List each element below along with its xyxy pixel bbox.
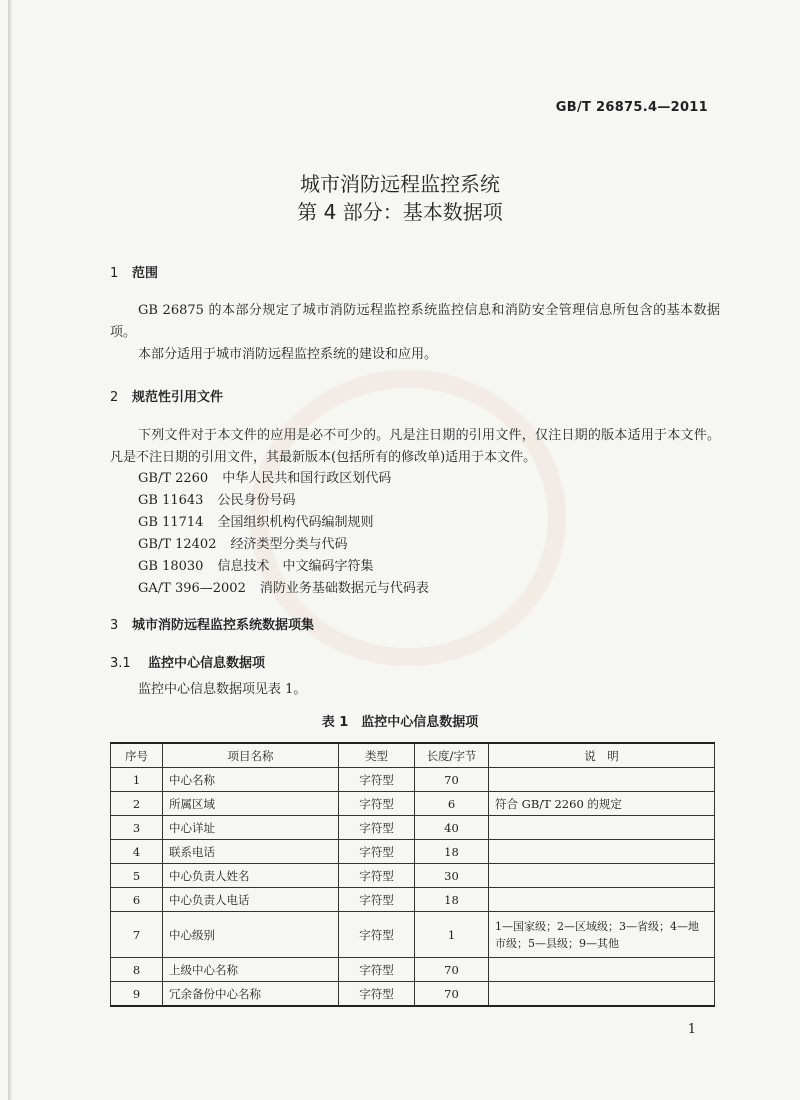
- reference-code: GB/T 2260: [138, 471, 209, 486]
- reference-item: [138, 513, 373, 533]
- header-cell: 序号: [111, 743, 163, 768]
- table-cell: 9: [111, 982, 163, 1007]
- section-number: 1: [110, 266, 119, 281]
- table-cell: 6: [415, 792, 489, 816]
- table-row: [111, 982, 715, 1007]
- section-3-1-heading: [110, 652, 265, 671]
- table-cell: 70: [415, 958, 489, 982]
- table-cell: 6: [111, 888, 163, 912]
- table-cell: 字符型: [339, 768, 415, 792]
- table-cell: 字符型: [339, 864, 415, 888]
- reference-title: 中华人民共和国行政区划代码: [222, 471, 392, 486]
- reference-item: [138, 535, 348, 555]
- section-3-1-paragraph: 监控中心信息数据项见表 1。: [138, 682, 307, 697]
- section-number: 3.1: [110, 656, 131, 671]
- table-cell: 5: [111, 864, 163, 888]
- table-cell: 40: [415, 816, 489, 840]
- reference-code: GB 11643: [138, 493, 204, 508]
- section-3-heading: [110, 614, 314, 633]
- table-cell: 18: [415, 840, 489, 864]
- table-cell: 字符型: [339, 982, 415, 1007]
- reference-code: GB/T 12402: [138, 537, 217, 552]
- page-binding-edge: [8, 0, 12, 1100]
- header-cell: 长度/字节: [415, 743, 489, 768]
- table-cell: [489, 982, 715, 1007]
- table-row: [111, 912, 715, 958]
- reference-code: GA/T 396—2002: [138, 581, 246, 596]
- table-cell: 字符型: [339, 816, 415, 840]
- table-row: [111, 840, 715, 864]
- data-items-table: [110, 742, 715, 1007]
- reference-title: 公民身份号码: [217, 493, 296, 508]
- header-cell: 类型: [339, 743, 415, 768]
- table-cell: [489, 768, 715, 792]
- table-cell: [489, 888, 715, 912]
- table-cell: 1: [415, 912, 489, 958]
- table-cell: 70: [415, 982, 489, 1007]
- table-cell: 字符型: [339, 912, 415, 958]
- reference-item: [138, 469, 391, 489]
- section-1-heading: [110, 262, 158, 281]
- table-cell: 符合 GB/T 2260 的规定: [489, 792, 715, 816]
- table-cell: 4: [111, 840, 163, 864]
- table-row: [111, 864, 715, 888]
- table-cell: 1: [111, 768, 163, 792]
- reference-title: 全国组织机构代码编制规则: [217, 515, 374, 530]
- table-cell: [489, 840, 715, 864]
- header-cell: 项目名称: [163, 743, 339, 768]
- table-cell: 18: [415, 888, 489, 912]
- section-title: 规范性引用文件: [132, 390, 224, 405]
- table-cell: 中心详址: [163, 816, 339, 840]
- table-cell: 中心负责人姓名: [163, 864, 339, 888]
- table-row: [111, 816, 715, 840]
- reference-item: [138, 557, 373, 577]
- section-1-paragraph-1: GB 26875 的本部分规定了城市消防远程监控系统监控信息和消防安全管理信息所包含的基本数据项。: [110, 303, 720, 340]
- reference-title: 消防业务基础数据元与代码表: [259, 581, 429, 596]
- table-row: [111, 958, 715, 982]
- table-cell: 70: [415, 768, 489, 792]
- section-2-heading: [110, 386, 223, 405]
- table-cell: 中心负责人电话: [163, 888, 339, 912]
- table-cell: 1—国家级；2—区域级；3—省级；4—地市级；5—县级；9—其他: [489, 912, 715, 958]
- header-cell: 说 明: [489, 743, 715, 768]
- table-cell: [489, 864, 715, 888]
- document-title: [0, 170, 800, 226]
- table-row: [111, 888, 715, 912]
- section-title: 监控中心信息数据项: [148, 656, 266, 671]
- table-cell: [489, 958, 715, 982]
- reference-item: [138, 491, 295, 511]
- table-cell: 中心级别: [163, 912, 339, 958]
- reference-code: GB 18030: [138, 559, 204, 574]
- section-number: 3: [110, 618, 119, 633]
- table-cell: 联系电话: [163, 840, 339, 864]
- title-line-1: 城市消防远程监控系统: [300, 172, 500, 196]
- table-cell: 所属区域: [163, 792, 339, 816]
- page-number: 1: [687, 1022, 696, 1037]
- section-title: 城市消防远程监控系统数据项集: [132, 618, 315, 633]
- table-cell: 字符型: [339, 840, 415, 864]
- reference-item: [138, 579, 429, 599]
- reference-title: 信息技术 中文编码字符集: [217, 559, 374, 574]
- table-row: [111, 768, 715, 792]
- table-cell: 3: [111, 816, 163, 840]
- table-row: [111, 792, 715, 816]
- table-cell: 8: [111, 958, 163, 982]
- section-number: 2: [110, 390, 119, 405]
- table-cell: 字符型: [339, 958, 415, 982]
- section-title: 范围: [132, 266, 159, 281]
- reference-title: 经济类型分类与代码: [230, 537, 348, 552]
- standard-code: GB/T 26875.4—2011: [555, 100, 708, 115]
- section-2-paragraph-1: 下列文件对于本文件的应用是必不可少的。凡是注日期的引用文件，仅注日期的版本适用于本文件。凡是不注日期的引用文件，其最新版本(包括所有的修改单)适用于本文件。: [110, 428, 720, 465]
- table-cell: 上级中心名称: [163, 958, 339, 982]
- table-cell: 字符型: [339, 792, 415, 816]
- section-1-paragraph-2: 本部分适用于城市消防远程监控系统的建设和应用。: [138, 347, 438, 362]
- table-header-row: [111, 743, 715, 768]
- table-cell: 冗余备份中心名称: [163, 982, 339, 1007]
- table-cell: 字符型: [339, 888, 415, 912]
- table-cell: [489, 816, 715, 840]
- table-cell: 2: [111, 792, 163, 816]
- title-line-2: 第 4 部分：基本数据项: [297, 200, 503, 224]
- table-cell: 中心名称: [163, 768, 339, 792]
- table-cell: 30: [415, 864, 489, 888]
- table-cell: 7: [111, 912, 163, 958]
- table-caption: 表 1 监控中心信息数据项: [321, 715, 479, 730]
- reference-code: GB 11714: [138, 515, 204, 530]
